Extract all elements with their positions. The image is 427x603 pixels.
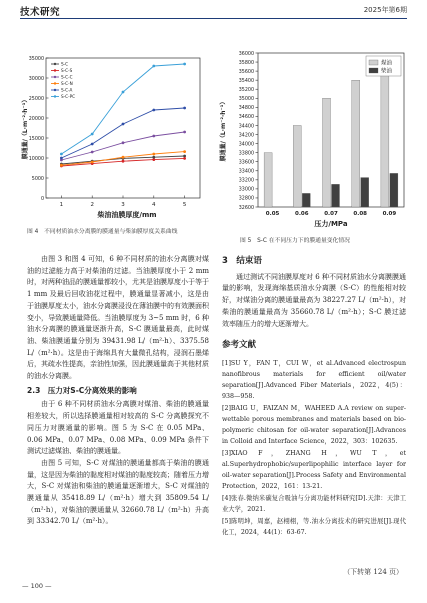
legend-label: S-C-C — [61, 74, 73, 80]
section-3-heading: 3 结束语 — [222, 256, 262, 266]
reference-item: [4]张春.微纳米碳复合吸油与分离功能材料研究[D].天津：天津工业大学，2021. — [222, 494, 406, 513]
y-tick-label: 34800 — [238, 106, 254, 112]
figure-5-caption: 图 5 S-C 在不同压力下的膜通量变化情况 — [240, 238, 350, 244]
data-point — [183, 131, 186, 134]
data-point — [152, 135, 155, 138]
x-tick-label: 0.09 — [382, 211, 397, 217]
legend-swatch — [369, 60, 378, 65]
data-point — [91, 143, 94, 146]
x-axis-label: 压力/MPa — [314, 220, 348, 228]
legend-label: 柴油 — [381, 68, 393, 75]
y-tick-label: 34400 — [238, 124, 254, 130]
y-tick-label: 35400 — [238, 78, 254, 84]
data-point — [60, 164, 63, 167]
legend-label: S-C-PC — [61, 94, 76, 100]
right-column — [222, 254, 406, 539]
figure-4-caption: 图 4 不同材质油水分离膜的膜通量与柴油膜厚度关系曲线 — [27, 229, 178, 235]
legend-marker — [54, 82, 56, 84]
figure-4-line-chart — [20, 50, 205, 225]
paragraph-fig5-analysis: 由图 5 可知，S-C 对煤油的膜通量都高于柴油的膜通量，这是因为柴油的黏度相对煤油的黏度较高；随着压力增大，S-C 对煤油和柴油的膜通量逐渐增大，S-C 对煤油的膜通量从 35418.89 L/（m²·h）增大到 35809.54 L/（m²·h），对柴油的膜通量从 32660.78 L/（m²·h）升高到 33342.70 L/（m²·h）。 — [27, 458, 209, 526]
y-tick-label: 35200 — [238, 88, 254, 94]
legend-label: S-C-A — [61, 87, 73, 93]
data-point — [152, 65, 155, 68]
data-point — [122, 123, 125, 126]
y-tick-label: 5000 — [31, 176, 44, 182]
x-tick-label: 3 — [121, 202, 125, 208]
column-name: 技术研究 — [20, 7, 61, 18]
y-tick-label: 10000 — [28, 156, 44, 162]
data-point — [183, 157, 186, 160]
x-tick-label: 0.06 — [295, 211, 309, 217]
data-point — [91, 133, 94, 136]
data-point — [91, 161, 94, 164]
y-tick-label: 35000 — [238, 97, 254, 103]
y-tick-label: 34200 — [238, 133, 254, 139]
page-header — [0, 0, 427, 22]
legend-label: S-C — [61, 61, 69, 67]
x-tick-label: 0.05 — [265, 211, 280, 217]
data-point — [91, 151, 94, 154]
data-point — [60, 157, 63, 160]
bar — [332, 184, 340, 207]
y-tick-label: 33800 — [238, 151, 254, 157]
y-tick-label: 34600 — [238, 115, 254, 121]
legend-label: 煤油 — [381, 60, 393, 67]
y-tick-label: 20000 — [28, 116, 44, 122]
x-tick-label: 1 — [59, 202, 64, 208]
bar — [381, 68, 389, 207]
legend-marker — [54, 89, 56, 91]
issue-label: 2025年第6期 — [363, 6, 407, 14]
y-tick-label: 30000 — [28, 76, 44, 82]
y-tick-label: 35600 — [238, 69, 254, 75]
data-point — [152, 109, 155, 112]
page-number: — 100 — — [22, 582, 52, 590]
continued-note: （下转第 124 页） — [343, 568, 403, 576]
x-tick-label: 2 — [90, 202, 94, 208]
y-tick-label: 33400 — [238, 169, 254, 175]
reference-item: [3]XIAO F，ZHANG H，WU T，et al.Superhydrophobic/superlipophilic interface layer for oil-water separation[J].Process Safety and Environmental Protection，2022，161：13-21. — [222, 449, 406, 490]
x-axis-label: 柴油油膜厚度/mm — [97, 211, 157, 219]
data-point — [122, 91, 125, 94]
data-point — [183, 107, 186, 110]
y-tick-label: 34000 — [238, 142, 254, 148]
y-tick-label: 33600 — [238, 160, 254, 166]
legend-marker — [54, 76, 56, 78]
bar — [323, 98, 331, 207]
bar — [352, 80, 360, 207]
legend-label: S-C-N — [61, 81, 73, 87]
bar — [264, 153, 272, 207]
legend-swatch — [369, 68, 378, 73]
data-point — [183, 63, 186, 66]
legend-marker — [54, 69, 56, 71]
paragraph-conclusion: 通过测试不同油膜厚度对 6 种不同材质油水分离膜膜通量的影响，发现海绵基质油水分离膜（S-C）的性能相对较好，对煤油分离的膜通量最高为 38227.27 L/（m²·h），对柴油的膜通量最高为 35660.78 L/（m²·h）；S-C 膜过滤效率随压力的增大逐渐增大。 — [222, 272, 406, 328]
data-point — [122, 141, 125, 144]
left-column — [27, 254, 209, 528]
data-point — [60, 153, 63, 156]
y-tick-label: 0 — [40, 196, 44, 202]
data-point — [152, 153, 155, 156]
legend-marker — [54, 63, 56, 65]
paragraph-pressure-intro: 由于 6 种不同材质油水分离膜对煤油、柴油的膜通量相差较大，所以选择膜通量相对较高的 S-C 分离膜探究不同压力对膜通量的影响。图 5 为 S-C 在 0.05 MPa、0.06 MPa、0.07 MPa、0.08 MPa、0.09 MPa 条件下测试过滤煤油、柴油的膜通量。 — [27, 400, 209, 456]
data-point — [152, 156, 155, 159]
y-axis-label: 膜通量/（L·m⁻²·h⁻¹） — [220, 98, 227, 162]
data-point — [183, 150, 186, 153]
x-tick-label: 0.08 — [353, 211, 367, 217]
references-heading: 参考文献 — [222, 340, 257, 351]
data-point — [183, 155, 186, 158]
y-tick-label: 25000 — [28, 96, 44, 102]
legend-label: S-C-S — [61, 68, 73, 74]
x-tick-label: 5 — [182, 202, 187, 208]
bar — [302, 193, 310, 207]
paragraph-fig4-analysis: 由图 3 和图 4 可知，6 种不同材质的油水分离膜对煤油的过滤能力高于对柴油的过滤。当油膜厚度小于 2 mm 时，对两种油品的膜通量都较小，尤其是油膜厚度小于等于 1 mm 及最后回收油花过程中，膜通量显著减小，这是由于油膜厚度太小，油水分离膜浸没在薄油膜中的有效膜面积变小，导致膜通量降低。当油膜厚度为 3~5 mm 时，6 种油水分离膜的膜通量逐渐升高，S-C 膜通量最高，此时煤油、柴油膜通量分别为 39431.98 L/（m²·h）、3375.58 L/（m²·h）。这是由于海绵具有大量微孔结构，浸润石墨烯后，其疏水性提高，亲油性加强，因此膜通量高于其他材质的油水分离膜。 — [27, 255, 209, 381]
x-tick-label: 0.07 — [324, 211, 338, 217]
y-tick-label: 33000 — [238, 187, 254, 193]
y-tick-label: 32600 — [238, 205, 254, 211]
section-2-3-heading: 2.3 压力对S-C分离效果的影响 — [27, 385, 137, 395]
bar — [390, 173, 398, 207]
y-axis-label: 膜通量/（L·m⁻²·h⁻¹） — [22, 96, 29, 160]
reference-item: [1]SU Y，FAN T，CUI W，et al.Advanced electrospun nanofibrous materials for efficient oil/water separation[J].Advanced Fiber Materials，2022，4(5)：938—958. — [222, 359, 406, 400]
x-tick-label: 4 — [152, 202, 156, 208]
y-tick-label: 33200 — [238, 178, 254, 184]
data-point — [152, 158, 155, 161]
series-line — [61, 108, 184, 158]
y-tick-label: 32800 — [238, 196, 254, 202]
y-tick-label: 35000 — [28, 56, 44, 62]
y-tick-label: 15000 — [28, 136, 44, 142]
y-tick-label: 35800 — [238, 60, 254, 66]
header-rule — [20, 18, 407, 19]
data-point — [122, 156, 125, 159]
legend-marker — [54, 95, 56, 97]
bar — [361, 178, 369, 207]
figure-5-bar-chart — [218, 47, 408, 232]
bar — [293, 125, 301, 207]
reference-item: [2]BAIG U，FAIZAN M，WAHEED A.A review on super-wettable porous membranes and materials based on bio-polymeric chitosan for oil-water separation[J].Advances in Colloid and Interface Science，2022，303：102635. — [222, 404, 406, 445]
data-point — [122, 160, 125, 163]
reference-item: [5]陈明坤，周嘉，赵栩栩，等.油水分离技术的研究进展[J].现代化工，2024，44(1)：63-67. — [222, 517, 406, 536]
y-tick-label: 36000 — [238, 51, 254, 57]
